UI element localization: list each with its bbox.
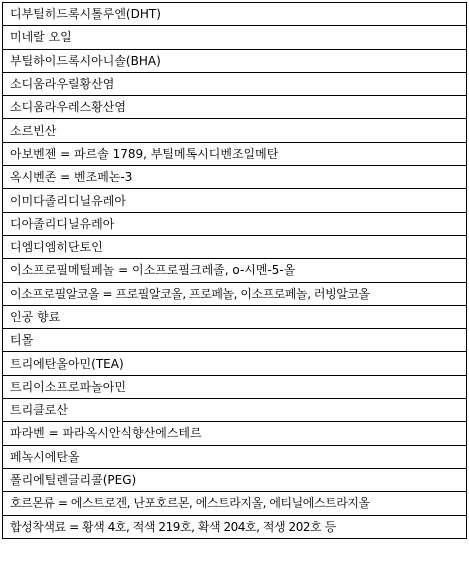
table-cell: 호르몬류 = 에스트로겐, 난포호르몬, 에스트라지올, 에티닐에스트라지올 [3,492,467,515]
table-cell: 페녹시에탄올 [3,445,467,468]
ingredient-table [2,2,467,539]
table-row [3,3,467,26]
table-cell: 파라벤 = 파라옥시안식향산에스테르 [3,422,467,445]
table-cell: 이소프로필메틸페놀 = 이소프로필크레졸, o-시멘-5-올 [3,259,467,282]
table-cell: 티몰 [3,329,467,352]
table-row [3,72,467,95]
table-row [3,399,467,422]
table-cell: 합성착색료 = 황색 4호, 적색 219호, 확색 204호, 적생 202호 등 [3,515,467,538]
table-row [3,515,467,538]
table-cell: 트리클로산 [3,399,467,422]
table-cell: 디부틸히드록시톨루엔(DHT) [3,3,467,26]
table-row [3,468,467,491]
table-row [3,492,467,515]
table-cell: 인공 향료 [3,305,467,328]
table-cell: 미네랄 오일 [3,26,467,49]
table-row [3,212,467,235]
table-cell: 소디움라우릴황산염 [3,72,467,95]
table-cell: 디아졸리디닐유레아 [3,212,467,235]
table-row [3,352,467,375]
table-row [3,26,467,49]
table-row [3,49,467,72]
table-cell: 이소프로필알코올 = 프로필알코올, 프로페놀, 이소프로페놀, 러빙알코올 [3,282,467,305]
table-cell: 트리에탄올아민(TEA) [3,352,467,375]
table-row [3,142,467,165]
table-cell: 옥시벤존 = 벤조페논-3 [3,166,467,189]
table-row [3,96,467,119]
table-row [3,189,467,212]
table-cell: 아보벤젠 = 파르솔 1789, 부틸메톡시디벤조일메탄 [3,142,467,165]
table-row [3,166,467,189]
table-row [3,259,467,282]
table-row [3,235,467,258]
table-cell: 이미다졸리디닐유레아 [3,189,467,212]
table-row [3,422,467,445]
table-row [3,119,467,142]
table-row [3,329,467,352]
table-cell: 트리이소프로파놀아민 [3,375,467,398]
table-cell: 디엠디엠히단토인 [3,235,467,258]
table-cell: 폴리에틸렌글리콜(PEG) [3,468,467,491]
table-row [3,375,467,398]
table-cell: 부틸하이드록시아니솔(BHA) [3,49,467,72]
table-row [3,282,467,305]
table-row [3,305,467,328]
table-cell: 소디움라우레스황산염 [3,96,467,119]
table-row [3,445,467,468]
table-cell: 소르빈산 [3,119,467,142]
